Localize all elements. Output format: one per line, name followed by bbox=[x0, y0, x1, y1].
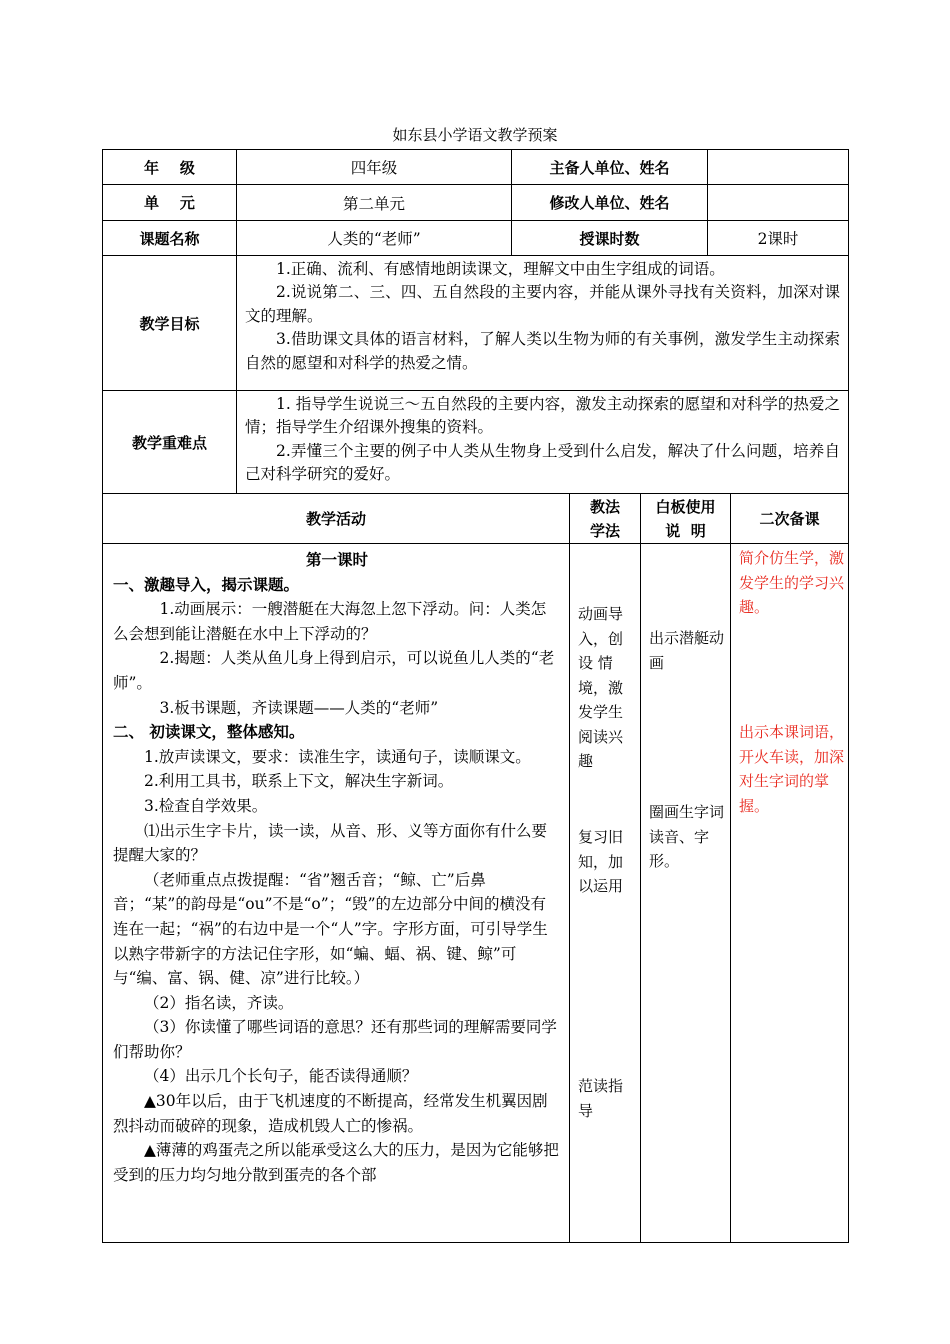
second-prep-column bbox=[731, 544, 849, 1243]
goals-content bbox=[237, 256, 849, 391]
activity-line: 1.动画展示：一艘潜艇在大海忽上忽下浮动。问：人类怎么会想到能让潜艇在水中上下浮动的？ bbox=[113, 600, 547, 643]
activity-line: 2.揭题：人类从鱼儿身上得到启示，可以说鱼儿人类的“老师”。 bbox=[113, 649, 555, 692]
board-note: 出示潜艇动画 bbox=[649, 629, 725, 672]
keypoints-label: 教学重难点 bbox=[103, 391, 237, 494]
section-heading: 一、激趣导入，揭示课题。 bbox=[113, 575, 300, 594]
activity-line: 1.放声读课文，要求：读准生字，读通句子，读顺课文。 bbox=[144, 747, 531, 766]
goal-item: 3.借助课文具体的语言材料，了解人类以生物为师的有关事例，激发学生主动探索自然的愿望和对科学的热爱之情。 bbox=[245, 330, 840, 372]
board-header-line: 白板使用 bbox=[655, 497, 716, 516]
reviser-label: 修改人单位、姓名 bbox=[512, 185, 708, 221]
second-prep-note: 简介仿生学，激发学生的学习兴趣。 bbox=[739, 549, 845, 616]
activity-line: 3.板书课题，齐读课题——人类的“老师” bbox=[159, 698, 439, 717]
activity-line: （3）你读懂了哪些词语的意思？还有那些词的理解需要同学们帮助你？ bbox=[113, 1018, 557, 1061]
method-note: 复习旧知，加以运用 bbox=[578, 828, 624, 895]
method-header-line: 学法 bbox=[589, 521, 620, 540]
reviser-value bbox=[708, 185, 849, 221]
hours-value: 2课时 bbox=[708, 221, 849, 256]
activity-line: （4）出示几个长句子，能否读得通顺？ bbox=[144, 1067, 418, 1086]
grade-value: 四年级 bbox=[237, 150, 512, 185]
section-heading: 二、 初读课文，整体感知。 bbox=[113, 723, 305, 742]
activity-line: （2）指名读，齐读。 bbox=[144, 993, 294, 1012]
activity-header: 教学活动 bbox=[103, 494, 570, 544]
goals-label: 教学目标 bbox=[103, 256, 237, 391]
second-prep-header: 二次备课 bbox=[731, 494, 849, 544]
board-note: 圈画生字词读音、字形。 bbox=[649, 803, 725, 870]
lesson-heading: 第一课时 bbox=[305, 551, 368, 569]
unit-label: 单 元 bbox=[103, 185, 237, 221]
method-note: 动画导入，创设 情境，激发学生阅读兴趣 bbox=[578, 605, 624, 770]
activity-line: ▲30年以后，由于飞机速度的不断提高，经常发生机翼因剧烈抖动而破碎的现象，造成机毁人亡的惨祸。 bbox=[113, 1092, 548, 1135]
second-prep-note: 出示本课词语，开火车读，加深对生字词的掌握。 bbox=[739, 723, 845, 815]
topic-label: 课题名称 bbox=[103, 221, 237, 256]
keypoint-item: 2.弄懂三个主要的例子中人类从生物身上受到什么启发，解决了什么问题，培养自己对科学研究的爱好。 bbox=[245, 441, 840, 484]
methods-column bbox=[570, 544, 641, 1243]
preparer-label: 主备人单位、姓名 bbox=[512, 150, 708, 185]
keypoints-content bbox=[237, 391, 849, 494]
activity-line: ⑴出示生字卡片，读一读，从音、形、义等方面你有什么要提醒大家的？ bbox=[113, 821, 548, 865]
goal-item: 2.说说第二、三、四、五自然段的主要内容，并能从课外寻找有关资料，加深对课文的理解。 bbox=[245, 283, 840, 325]
grade-label: 年 级 bbox=[103, 150, 237, 185]
document-title: 如东县小学语文教学预案 bbox=[392, 126, 558, 144]
method-note: 范读指导 bbox=[578, 1077, 624, 1120]
method-header bbox=[570, 494, 641, 544]
activity-line: （老师重点点拨提醒：“省”翘舌音；“鲸、亡”后鼻音；“某”的韵母是“ou”不是“o”；“毁”的左边部分中间的横没有连在一起；“祸”的右边中是一个“人”字。字形方面，可引导学生以熟字带新字的方法记住字形，如“蝙、蝠、祸、键、鲸”可与“编、富、锅、健、凉”进行比较。） bbox=[113, 870, 548, 988]
preparer-value bbox=[708, 150, 849, 185]
activities-content bbox=[103, 544, 570, 1243]
activity-line: 2.利用工具书，联系上下文，解决生字新词。 bbox=[144, 772, 454, 791]
board-header-line: 说 明 bbox=[665, 521, 706, 540]
activities-table bbox=[102, 493, 849, 1243]
activity-line: ▲薄薄的鸡蛋壳之所以能承受这么大的压力，是因为它能够把受到的压力均匀地分散到蛋壳的各个部 bbox=[113, 1141, 559, 1184]
keypoint-item: 1. 指导学生说说三～五自然段的主要内容，激发主动探索的愿望和对科学的热爱之情；指导学生介绍课外搜集的资料。 bbox=[245, 395, 840, 437]
method-header-line: 教法 bbox=[589, 497, 620, 516]
activity-line: 3.检查自学效果。 bbox=[144, 796, 268, 815]
goal-item: 1.正确、流利、有感情地朗读课文，理解文中由生字组成的词语。 bbox=[276, 260, 725, 278]
lesson-info-table bbox=[102, 149, 849, 494]
topic-value: 人类的“老师” bbox=[237, 221, 512, 256]
board-header bbox=[641, 494, 731, 544]
board-usage-column bbox=[641, 544, 731, 1243]
hours-label: 授课时数 bbox=[512, 221, 708, 256]
unit-value: 第二单元 bbox=[237, 185, 512, 221]
